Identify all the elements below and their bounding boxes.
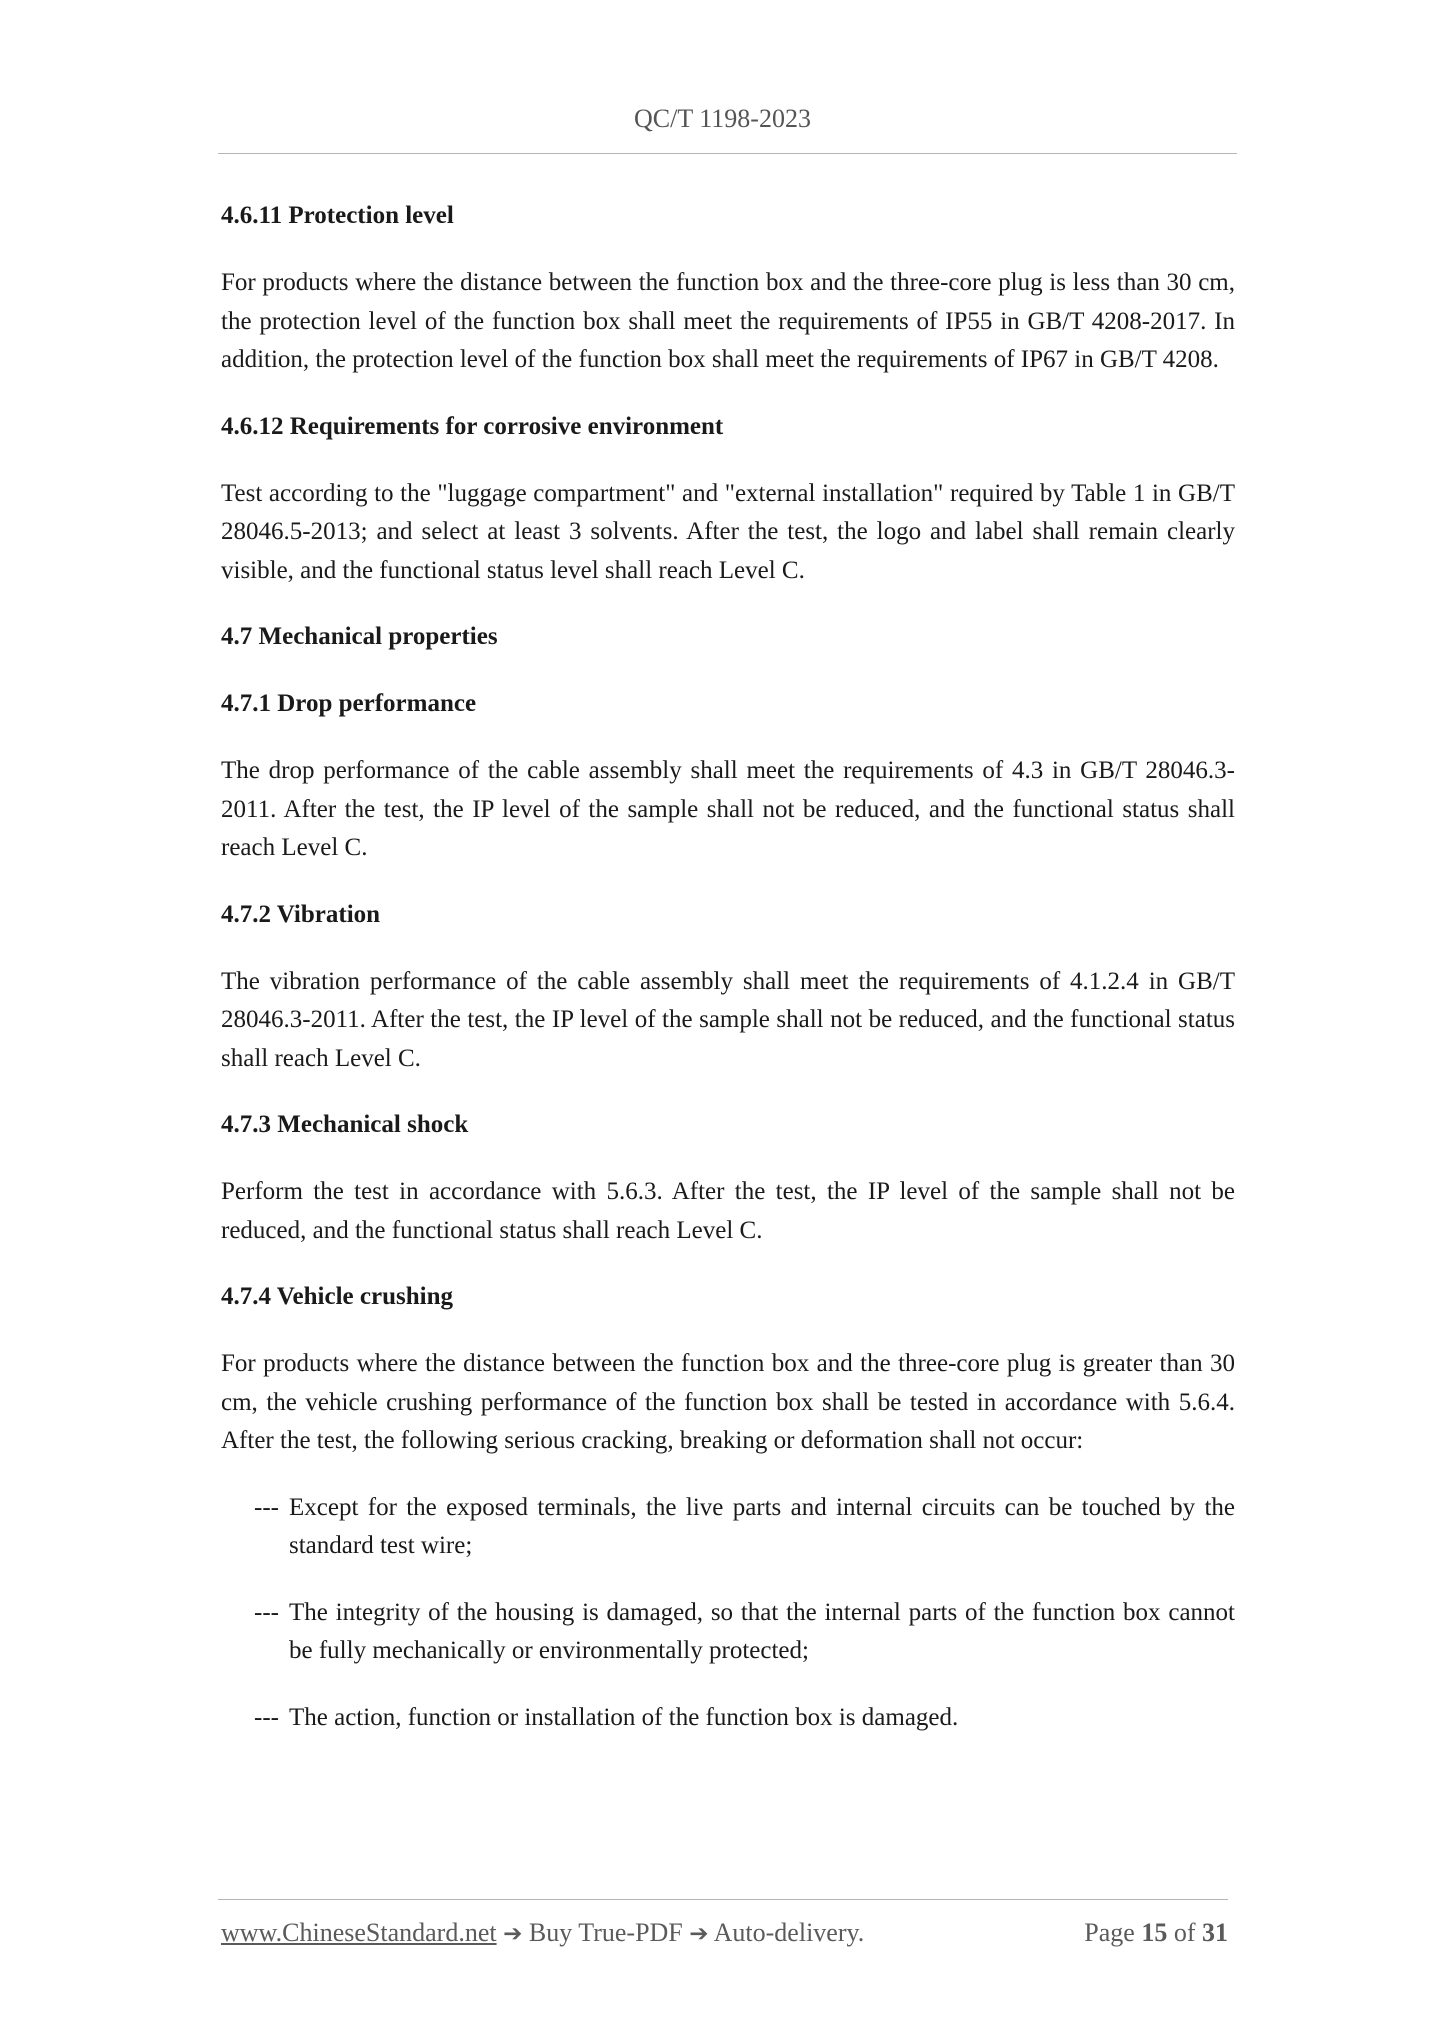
of-label: of xyxy=(1173,1918,1196,1947)
section-heading-4-7: 4.7 Mechanical properties xyxy=(221,623,498,650)
section-paragraph-4-7-3: Perform the test in accordance with 5.6.3. After the test, the IP level of the sample shall not be reduced, and the functional status shall reach Level C. xyxy=(221,1178,1235,1244)
section-paragraph-4-7-1: The drop performance of the cable assembly shall meet the requirements of 4.3 in GB/T 28046.3-2011. After the test, the IP level of the sample shall not be reduced, and the functional status shall reach Level C. xyxy=(221,757,1235,861)
buy-true-pdf-text: Buy True-PDF xyxy=(528,1918,683,1947)
section-heading-4-7-4: 4.7.4 Vehicle crushing xyxy=(221,1283,453,1310)
document-body xyxy=(221,197,1235,1765)
section-heading-4-7-3: 4.7.3 Mechanical shock xyxy=(221,1111,469,1138)
section-paragraph-4-6-12: Test according to the "luggage compartment" and "external installation" required by Table 1 in GB/T 28046.5-2013; and select at least 3 solvents. After the test, the logo and label shall remain clearly visible, and the functional status level shall reach Level C. xyxy=(221,479,1235,584)
section-heading-4-7-1: 4.7.1 Drop performance xyxy=(221,690,477,717)
footer-divider xyxy=(218,1899,1228,1900)
total-pages-number: 31 xyxy=(1202,1918,1228,1947)
current-page-number: 15 xyxy=(1141,1918,1168,1947)
page-label: Page xyxy=(1084,1918,1135,1947)
header-divider xyxy=(218,153,1237,154)
section-paragraph-4-6-11: For products where the distance between the function box and the three-core plug is less than 30 cm, the protection level of the function box shall meet the requirements of IP55 in GB/T 4208-2017. In addition, the protection level of the function box shall meet the requirements of IP67 in GB/T 4208. xyxy=(221,269,1235,373)
list-dash-marker: --- xyxy=(254,1703,279,1731)
list-item-text: The integrity of the housing is damaged, so that the internal parts of the function box cannot be fully mechanically or environmentally protected; xyxy=(289,1598,1235,1664)
section-paragraph-4-7-2: The vibration performance of the cable assembly shall meet the requirements of 4.1.2.4 in GB/T 28046.3-2011. After the test, the IP level of the sample shall not be reduced, and the functional status shall reach Level C. xyxy=(221,967,1235,1072)
list-item xyxy=(254,1594,1235,1671)
document-header-title: QC/T 1198-2023 xyxy=(634,104,811,133)
list-item xyxy=(254,1699,1235,1738)
list-item-text: Except for the exposed terminals, the live parts and internal circuits can be touched by the standard test wire; xyxy=(289,1493,1235,1559)
auto-delivery-text: Auto-delivery. xyxy=(713,1918,865,1947)
section-heading-4-6-12: 4.6.12 Requirements for corrosive environment xyxy=(221,412,724,440)
list-dash-marker: --- xyxy=(254,1493,279,1521)
section-heading-4-7-2: 4.7.2 Vibration xyxy=(221,900,381,928)
list-dash-marker: --- xyxy=(254,1598,279,1626)
website-link[interactable]: www.ChineseStandard.net xyxy=(221,1918,497,1947)
arrow-right-icon: ➔ xyxy=(503,1921,523,1947)
list-item-text: The action, function or installation of the function box is damaged. xyxy=(289,1703,959,1731)
page-indicator xyxy=(1084,1918,1228,1948)
arrow-right-icon: ➔ xyxy=(689,1921,709,1947)
list-item xyxy=(254,1489,1235,1566)
section-heading-4-6-11: 4.6.11 Protection level xyxy=(221,202,454,229)
section-paragraph-4-7-4: For products where the distance between the function box and the three-core plug is greater than 30 cm, the vehicle crushing performance of the function box shall be tested in accordance with 5.6.4. After the test, the following serious cracking, breaking or deformation shall not occur: xyxy=(221,1350,1235,1454)
footer-promo xyxy=(221,1918,864,1948)
